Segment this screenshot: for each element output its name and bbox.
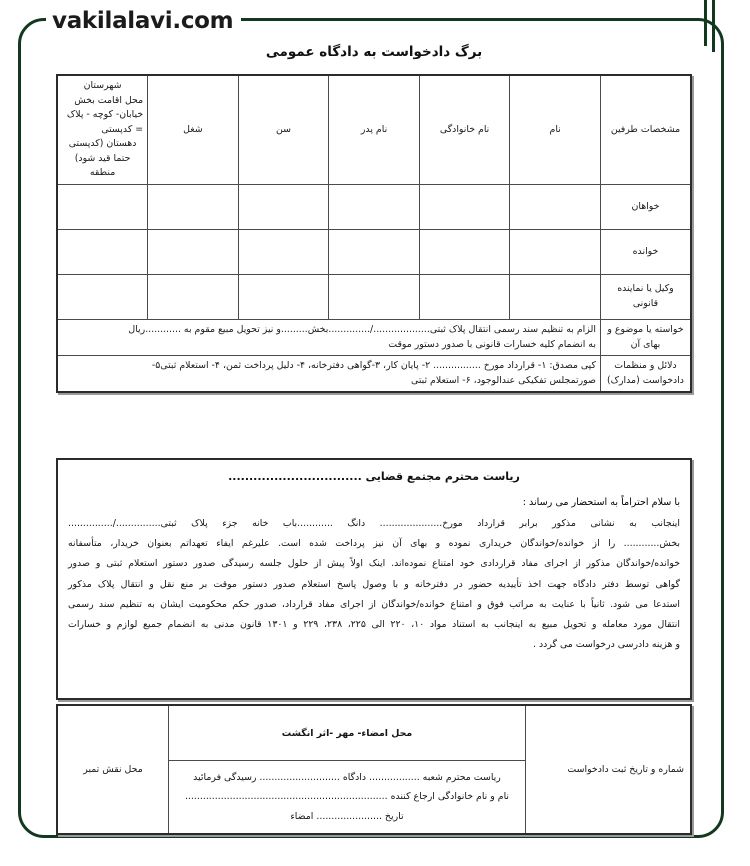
address-header-line-3: دهستان (کدپستی حتما قید شود) — [68, 138, 137, 164]
row-label-legal-representative: وکیل یا نماینده قانونی — [600, 275, 691, 320]
letter-paragraph — [68, 514, 680, 656]
plaintiff-last-name-cell[interactable] — [419, 185, 510, 230]
evidence-line-1: کپی مصدق: ۱- قرارداد مورخ ................ ۲- پایان کار، ۳-گواهی دفترخانه، ۴- دلیل پرداخت ثمن، ۴- استعلام ثبتی۵- — [151, 360, 596, 372]
table-row-claim-subject — [57, 320, 691, 356]
column-header-specs: مشخصات طرفین — [600, 75, 691, 185]
address-header-line-2-label: محل اقامت — [97, 94, 144, 106]
column-header-first-name: نام — [510, 75, 601, 185]
letter-body-block[interactable] — [56, 458, 692, 700]
referral-line-2: نام و نام خانوادگی ارجاع کننده .................................................................... — [184, 791, 510, 803]
referral-line-1: ریاست محترم شعبه ................. دادگاه ........................... رسیدگی فرمائید — [193, 772, 501, 784]
evidence-line-2: صورتمجلس تفکیکی عندالوجود، ۶- استعلام ثبتی — [411, 374, 596, 386]
row-label-plaintiff: خواهان — [600, 185, 691, 230]
table-row-evidence — [57, 356, 691, 393]
letter-line-7: و هزینه دادرسی درخواست می گردد . — [533, 639, 680, 651]
registration-number-label: شماره و تاریخ ثبت دادخواست — [526, 705, 692, 834]
site-watermark-text: vakilalavi.com — [46, 8, 241, 34]
letter-line-3: خوانده/خواندگان مذکور از اجرای مفاد قراردادی خود امتناع نموده‌اند. اینک اولاً پیش از حلول جلسه رسیدگی صدور دستور استعلام ثبتی و صدور — [68, 558, 680, 570]
address-header-line-1: شهرستان — [83, 80, 122, 91]
claim-subject-body[interactable] — [57, 320, 600, 356]
defendant-first-name-cell[interactable] — [510, 230, 601, 275]
table-row-legal-representative — [57, 275, 691, 320]
representative-age-cell[interactable] — [238, 275, 329, 320]
column-header-age: سن — [238, 75, 329, 185]
stamp-area-label: محل نقش تمبر — [57, 705, 169, 834]
referral-line-3: تاریخ ...................... امضاء — [290, 810, 404, 822]
address-header-line-4: منطقه — [89, 167, 116, 179]
row-label-claim-subject: خواسته یا موضوع و بهای آن — [600, 320, 691, 356]
table-row-plaintiff — [57, 185, 691, 230]
referral-lines[interactable] — [169, 761, 526, 835]
defendant-age-cell[interactable] — [238, 230, 329, 275]
plaintiff-address-cell[interactable] — [57, 185, 148, 230]
row-label-evidence: دلائل و منظمات دادخواست (مدارک) — [600, 356, 691, 393]
representative-last-name-cell[interactable] — [419, 275, 510, 320]
defendant-last-name-cell[interactable] — [419, 230, 510, 275]
address-header-line-2 — [62, 94, 143, 138]
page-title: برگ دادخواست به دادگاه عمومی — [265, 44, 483, 60]
document-sheet — [38, 28, 710, 822]
claim-subject-line-1: الزام به تنظیم سند رسمی انتقال پلاک ثبتی.................../..............بخش.........و نیز تحویل مبیع مقوم به ............ریال — [128, 324, 596, 336]
row-label-defendant: خوانده — [600, 230, 691, 275]
column-header-address — [57, 75, 148, 185]
representative-first-name-cell[interactable] — [510, 275, 601, 320]
footer-table — [56, 704, 692, 835]
claim-subject-line-2: به انضمام کلیه خسارات قانونی با صدور دستور موقت — [388, 338, 596, 350]
letter-line-6: انتقال مورد معامله و تحویل مبیع به اینجانب به استناد مواد ۱۰، ۲۲۰ الی ۲۲۵، ۲۳۸، ۲۲۹ و ۱۳۰۱ قانون مدنی به انضمام جمیع لوازم و خسارات — [68, 619, 680, 631]
table-header-row — [57, 75, 691, 185]
defendant-address-cell[interactable] — [57, 230, 148, 275]
column-header-father-name: نام پدر — [329, 75, 420, 185]
column-header-job: شغل — [148, 75, 239, 185]
letter-line-4: گواهی توسط دفتر دادگاه جهت اخذ تأییدیه حضور در دفترخانه و با وصول پاسخ استعلام صدور دستور موقت بر منع نقل و انتقال پلاک مذکور — [68, 578, 680, 590]
table-row-defendant — [57, 230, 691, 275]
defendant-father-name-cell[interactable] — [329, 230, 420, 275]
letter-line-5: استدعا می شود. ثانیاً با عنایت به مراتب فوق و امتناع خوانده/خواندگان از اجرای مفاد قرارداد، صدور حکم محکومیت ایشان به تنظیم سند رسمی — [68, 598, 680, 610]
letter-line-2: بخش............ را از خوانده/خواندگان خریداری نموده و بهای آن نیز پرداخت شده است. علیرغم ایفاء تعهداتم بعنوان خریدار، متأسفانه — [68, 538, 680, 550]
representative-address-cell[interactable] — [57, 275, 148, 320]
representative-job-cell[interactable] — [148, 275, 239, 320]
letter-line-1: اینجانب به نشانی مذکور برابر قرارداد مورخ..................... دانگ ............باب خانه جزء پلاک ثبتی.............../............... — [68, 518, 680, 529]
plaintiff-job-cell[interactable] — [148, 185, 239, 230]
plaintiff-age-cell[interactable] — [238, 185, 329, 230]
evidence-body[interactable] — [57, 356, 600, 393]
letter-salutation: با سلام احتراماً به استحضار می رساند : — [522, 497, 680, 508]
plaintiff-first-name-cell[interactable] — [510, 185, 601, 230]
column-header-last-name: نام خانوادگی — [419, 75, 510, 185]
defendant-job-cell[interactable] — [148, 230, 239, 275]
frame-accent-line-outer — [712, 0, 715, 52]
representative-father-name-cell[interactable] — [329, 275, 420, 320]
letter-addressee: ریاست محترم مجتمع قضایی ................................ — [228, 470, 520, 483]
address-header-line-2-detail: بخش خیابان- کوچه - پلاک = کدپستی — [66, 94, 144, 135]
plaintiff-father-name-cell[interactable] — [329, 185, 420, 230]
parties-table — [56, 74, 692, 393]
footer-row-top — [57, 705, 691, 761]
signature-area-heading: محل امضاء- مهر -اثر انگشت — [169, 705, 526, 761]
